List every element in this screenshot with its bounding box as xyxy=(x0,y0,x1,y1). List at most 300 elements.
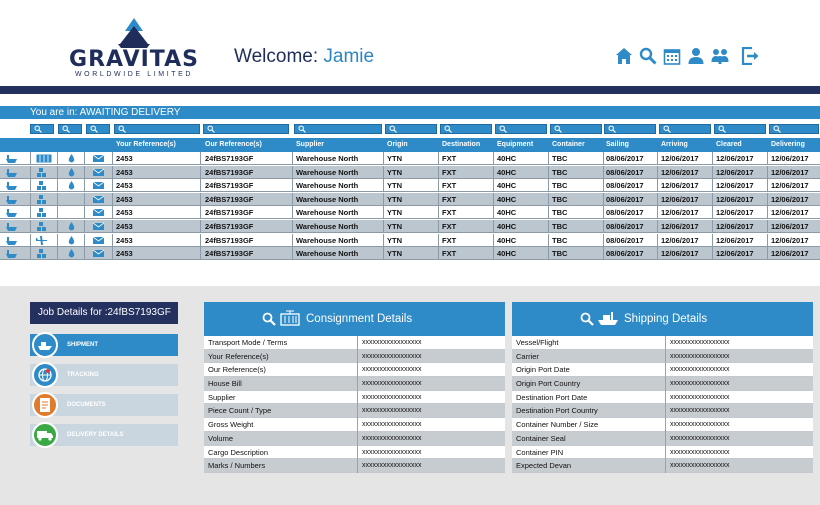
cell-divider xyxy=(357,350,358,364)
cell-equipment: 40HC xyxy=(497,167,517,177)
cell-your-reference: 2453 xyxy=(116,194,133,204)
cell-divider xyxy=(657,193,658,206)
cell-divider xyxy=(383,234,384,247)
detail-label: House Bill xyxy=(208,379,242,389)
detail-value: xxxxxxxxxxxxxxxxx xyxy=(670,366,730,374)
cell-sailing-date: 08/06/2017 xyxy=(606,181,644,191)
filter-input[interactable] xyxy=(659,124,711,134)
cell-divider xyxy=(57,166,58,179)
search-icon xyxy=(118,125,126,133)
cell-your-reference: 2453 xyxy=(116,154,133,163)
detail-value: xxxxxxxxxxxxxxxxx xyxy=(362,462,422,470)
consignment-panel xyxy=(204,302,505,473)
job-menu-shipment[interactable] xyxy=(30,334,178,356)
column-header-destination[interactable]: Destination xyxy=(442,141,481,148)
cell-divider xyxy=(112,193,113,206)
cell-divider xyxy=(603,166,604,179)
cell-equipment: 40HC xyxy=(497,194,517,204)
cell-divider xyxy=(357,432,358,446)
calendar-icon[interactable] xyxy=(662,46,681,65)
cell-divider xyxy=(712,247,713,260)
cell-divider xyxy=(84,193,85,206)
cell-divider xyxy=(84,166,85,179)
detail-value: xxxxxxxxxxxxxxxxx xyxy=(362,339,422,346)
detail-label: Gross Weight xyxy=(208,420,254,430)
cell-divider xyxy=(200,152,201,165)
cell-divider xyxy=(548,179,549,192)
cell-destination: FXT xyxy=(442,194,457,204)
cell-divider xyxy=(603,206,604,219)
cell-divider xyxy=(657,247,658,260)
cell-supplier: Warehouse North xyxy=(296,222,359,231)
cell-divider xyxy=(665,391,666,405)
job-menu-delivery-details[interactable] xyxy=(30,424,178,446)
cell-destination: FXT xyxy=(442,154,457,163)
cell-container: TBC xyxy=(552,249,568,259)
cell-divider xyxy=(665,336,666,350)
cell-divider xyxy=(657,220,658,233)
cell-divider xyxy=(493,193,494,206)
detail-value: xxxxxxxxxxxxxxxxx xyxy=(362,393,422,401)
user-name: Jamie xyxy=(323,46,375,67)
cell-divider xyxy=(665,459,666,473)
column-header-arriving-date[interactable]: Arriving xyxy=(661,141,688,148)
cell-destination: FXT xyxy=(442,222,457,231)
cell-equipment: 40HC xyxy=(497,235,517,245)
cell-divider xyxy=(292,193,293,206)
filter-input[interactable] xyxy=(604,124,656,134)
cell-cleared-date: 12/06/2017 xyxy=(716,222,754,231)
detail-label: Your Reference(s) xyxy=(208,351,269,361)
cell-your-reference: 2453 xyxy=(116,208,133,218)
cell-our-reference: 24fBS7193GF xyxy=(205,167,254,177)
cell-our-reference: 24fBS7193GF xyxy=(205,222,254,231)
cell-divider xyxy=(30,220,31,233)
cell-supplier: Warehouse North xyxy=(296,194,359,204)
cell-divider xyxy=(767,152,768,165)
cell-your-reference: 2453 xyxy=(116,235,133,245)
cell-divider xyxy=(57,152,58,165)
cell-divider xyxy=(200,220,201,233)
search-icon xyxy=(207,125,215,133)
table-row[interactable] xyxy=(0,206,820,219)
detail-label: Origin Port Country xyxy=(516,379,581,389)
detail-row xyxy=(512,446,813,460)
cell-divider xyxy=(30,166,31,179)
cell-divider xyxy=(665,432,666,446)
cell-divider xyxy=(712,152,713,165)
cell-container: TBC xyxy=(552,194,568,204)
filter-input[interactable] xyxy=(495,124,547,134)
cell-divider xyxy=(383,152,384,165)
cell-supplier: Warehouse North xyxy=(296,154,359,163)
cell-your-reference: 2453 xyxy=(116,222,133,231)
cell-divider xyxy=(548,152,549,165)
detail-row xyxy=(204,391,505,405)
cell-divider xyxy=(357,404,358,418)
logo-wordmark: GRAVITAS xyxy=(69,47,199,72)
search-icon xyxy=(34,125,42,133)
cell-divider xyxy=(357,391,358,405)
cell-origin: YTN xyxy=(387,154,402,163)
cell-arriving-date: 12/06/2017 xyxy=(661,154,699,163)
cell-origin: YTN xyxy=(387,194,402,204)
cell-arriving-date: 12/06/2017 xyxy=(661,208,699,218)
cell-divider xyxy=(292,247,293,260)
cell-divider xyxy=(438,247,439,260)
cell-cleared-date: 12/06/2017 xyxy=(716,208,754,218)
cell-divider xyxy=(438,220,439,233)
column-header-your-reference[interactable]: Your Reference(s) xyxy=(116,141,176,148)
cell-origin: YTN xyxy=(387,249,402,259)
detail-label: Expected Devan xyxy=(516,461,572,471)
consignment-rows xyxy=(204,336,505,473)
cell-divider xyxy=(493,166,494,179)
cell-origin: YTN xyxy=(387,235,402,245)
cell-supplier: Warehouse North xyxy=(296,167,359,177)
cell-supplier: Warehouse North xyxy=(296,181,359,191)
container-icon xyxy=(280,310,300,326)
search-icon xyxy=(298,125,306,133)
cell-divider xyxy=(383,247,384,260)
cell-divider xyxy=(657,179,658,192)
cell-divider xyxy=(112,220,113,233)
cell-divider xyxy=(200,247,201,260)
table-row[interactable] xyxy=(0,234,820,247)
detail-value: xxxxxxxxxxxxxxxxx xyxy=(670,380,730,388)
cell-divider xyxy=(665,446,666,460)
cell-divider xyxy=(292,206,293,219)
filter-input[interactable] xyxy=(385,124,437,134)
cell-divider xyxy=(603,179,604,192)
cell-your-reference: 2453 xyxy=(116,167,133,177)
cell-divider xyxy=(548,166,549,179)
ship-icon xyxy=(597,311,619,326)
filter-input[interactable] xyxy=(86,124,110,134)
cell-divider xyxy=(30,193,31,206)
cell-divider xyxy=(438,234,439,247)
cell-delivering-date: 12/06/2017 xyxy=(771,235,809,245)
cell-delivering-date: 12/06/2017 xyxy=(771,194,809,204)
cell-delivering-date: 12/06/2017 xyxy=(771,249,809,259)
cell-equipment: 40HC xyxy=(497,208,517,218)
globe-icon xyxy=(32,362,58,388)
cell-divider xyxy=(657,234,658,247)
detail-row xyxy=(512,336,813,350)
cell-sailing-date: 08/06/2017 xyxy=(606,194,644,204)
cell-divider xyxy=(30,234,31,247)
cell-divider xyxy=(112,166,113,179)
column-header-cleared-date[interactable]: Cleared xyxy=(716,141,742,148)
table-row[interactable] xyxy=(0,166,820,179)
cell-divider xyxy=(767,247,768,260)
detail-value: xxxxxxxxxxxxxxxxx xyxy=(362,352,422,360)
detail-value: xxxxxxxxxxxxxxxxx xyxy=(670,393,730,401)
column-header-delivering-date[interactable]: Delivering xyxy=(771,141,805,148)
cell-divider xyxy=(603,193,604,206)
detail-row xyxy=(512,418,813,432)
filter-input[interactable] xyxy=(769,124,819,134)
cell-sailing-date: 08/06/2017 xyxy=(606,249,644,259)
cell-divider xyxy=(112,152,113,165)
cell-your-reference: 2453 xyxy=(116,249,133,259)
welcome-label: Welcome: xyxy=(234,46,319,67)
job-menu-label: DELIVERY DETAILS xyxy=(67,432,124,438)
detail-label: Marks / Numbers xyxy=(208,461,266,471)
table-row[interactable] xyxy=(0,152,820,165)
column-header-supplier[interactable]: Supplier xyxy=(296,141,325,148)
detail-row xyxy=(512,391,813,405)
cell-divider xyxy=(712,220,713,233)
detail-row xyxy=(204,459,505,473)
ship-icon xyxy=(32,332,58,358)
cell-divider xyxy=(200,166,201,179)
column-header-sailing-date[interactable]: Sailing xyxy=(606,141,629,148)
cell-divider xyxy=(383,220,384,233)
detail-value: xxxxxxxxxxxxxxxxx xyxy=(670,434,730,442)
cell-divider xyxy=(493,247,494,260)
cell-divider xyxy=(200,206,201,219)
filter-input[interactable] xyxy=(294,124,382,134)
cell-arriving-date: 12/06/2017 xyxy=(661,194,699,204)
cell-origin: YTN xyxy=(387,208,402,218)
cell-divider xyxy=(383,179,384,192)
cell-divider xyxy=(84,206,85,219)
cell-container: TBC xyxy=(552,222,568,231)
search-icon xyxy=(554,125,562,133)
detail-value: xxxxxxxxxxxxxxxxx xyxy=(670,352,730,360)
detail-row xyxy=(512,432,813,446)
user-icon[interactable] xyxy=(686,46,705,65)
cell-divider xyxy=(84,220,85,233)
cell-divider xyxy=(30,179,31,192)
filter-input[interactable] xyxy=(58,124,82,134)
filter-input[interactable] xyxy=(440,124,492,134)
cell-divider xyxy=(767,234,768,247)
cell-divider xyxy=(438,179,439,192)
cell-divider xyxy=(112,234,113,247)
cell-divider xyxy=(493,234,494,247)
cell-divider xyxy=(383,166,384,179)
cell-divider xyxy=(292,152,293,165)
cell-divider xyxy=(603,234,604,247)
detail-row xyxy=(512,350,813,364)
cell-cleared-date: 12/06/2017 xyxy=(716,235,754,245)
cell-divider xyxy=(665,418,666,432)
shipping-header xyxy=(512,302,813,336)
cell-divider xyxy=(57,206,58,219)
table-row[interactable] xyxy=(0,179,820,192)
search-icon xyxy=(90,125,98,133)
cell-divider xyxy=(200,234,201,247)
detail-row xyxy=(512,459,813,473)
search-icon[interactable] xyxy=(638,46,657,65)
detail-value: xxxxxxxxxxxxxxxxx xyxy=(362,407,422,415)
cell-divider xyxy=(292,179,293,192)
search-icon xyxy=(773,125,781,133)
detail-row xyxy=(512,363,813,377)
consignment-title: Consignment Details xyxy=(306,313,413,325)
cell-delivering-date: 12/06/2017 xyxy=(771,181,809,191)
cell-divider xyxy=(57,179,58,192)
gravitas-logo[interactable] xyxy=(56,18,212,78)
cell-divider xyxy=(712,206,713,219)
cell-divider xyxy=(30,206,31,219)
cell-divider xyxy=(603,152,604,165)
cell-sailing-date: 08/06/2017 xyxy=(606,222,644,231)
cell-supplier: Warehouse North xyxy=(296,235,359,245)
cell-destination: FXT xyxy=(442,249,457,259)
detail-row xyxy=(204,404,505,418)
job-menu-label: TRACKING xyxy=(67,372,99,378)
cell-divider xyxy=(767,206,768,219)
home-icon[interactable] xyxy=(614,46,633,65)
column-header-container[interactable]: Container xyxy=(552,141,585,148)
detail-label: Container PIN xyxy=(516,447,564,457)
deliveries-grid xyxy=(0,94,820,270)
filter-input[interactable] xyxy=(114,124,200,134)
search-icon xyxy=(608,125,616,133)
cell-divider xyxy=(57,193,58,206)
detail-label: Destination Port Country xyxy=(516,406,598,416)
detail-value: xxxxxxxxxxxxxxxxx xyxy=(362,421,422,429)
job-menu-tracking[interactable] xyxy=(30,364,178,386)
cell-divider xyxy=(112,206,113,219)
cell-container: TBC xyxy=(552,181,568,191)
detail-value: xxxxxxxxxxxxxxxxx xyxy=(670,421,730,429)
cell-divider xyxy=(292,166,293,179)
cell-divider xyxy=(438,166,439,179)
job-menu-label: SHIPMENT xyxy=(67,342,99,348)
cell-cleared-date: 12/06/2017 xyxy=(716,194,754,204)
detail-label: Transport Mode / Terms xyxy=(208,338,288,347)
cell-divider xyxy=(767,166,768,179)
cell-equipment: 40HC xyxy=(497,181,517,191)
job-details-title: Job Details for :24fBS7193GF xyxy=(30,302,178,324)
filter-input[interactable] xyxy=(203,124,289,134)
cell-container: TBC xyxy=(552,208,568,218)
detail-row xyxy=(204,363,505,377)
search-icon xyxy=(444,125,452,133)
cell-divider xyxy=(548,234,549,247)
detail-value: xxxxxxxxxxxxxxxxx xyxy=(670,407,730,415)
shipping-title: Shipping Details xyxy=(624,313,708,325)
job-menu-label: DOCUMENTS xyxy=(67,402,106,408)
cell-divider xyxy=(603,220,604,233)
cell-divider xyxy=(665,377,666,391)
cell-divider xyxy=(767,220,768,233)
detail-row xyxy=(204,336,505,350)
cell-divider xyxy=(767,179,768,192)
cell-our-reference: 24fBS7193GF xyxy=(205,249,254,259)
filter-row xyxy=(0,122,820,136)
cell-divider xyxy=(493,220,494,233)
detail-value: xxxxxxxxxxxxxxxxx xyxy=(670,339,730,346)
cell-our-reference: 24fBS7193GF xyxy=(205,154,254,163)
breadcrumb: You are in: AWAITING DELIVERY xyxy=(0,106,820,119)
cell-sailing-date: 08/06/2017 xyxy=(606,167,644,177)
detail-label: Origin Port Date xyxy=(516,365,570,375)
logout-icon[interactable] xyxy=(740,46,759,65)
cell-divider xyxy=(357,363,358,377)
shipping-rows xyxy=(512,336,813,473)
cell-delivering-date: 12/06/2017 xyxy=(771,208,809,218)
cell-equipment: 40HC xyxy=(497,222,517,231)
cell-our-reference: 24fBS7193GF xyxy=(205,208,254,218)
cell-container: TBC xyxy=(552,154,568,163)
logo-tagline: WORLDWIDE LIMITED xyxy=(74,71,194,78)
cell-divider xyxy=(84,247,85,260)
cell-delivering-date: 12/06/2017 xyxy=(771,154,809,163)
group-icon[interactable] xyxy=(710,46,729,65)
cell-divider xyxy=(712,179,713,192)
detail-value: xxxxxxxxxxxxxxxxx xyxy=(362,380,422,388)
column-header-our-reference[interactable]: Our Reference(s) xyxy=(205,141,262,148)
detail-label: Volume xyxy=(208,433,234,443)
column-header-origin[interactable]: Origin xyxy=(387,141,408,148)
cell-divider xyxy=(30,152,31,165)
job-menu-documents[interactable] xyxy=(30,394,178,416)
search-icon[interactable] xyxy=(580,312,594,326)
cell-our-reference: 24fBS7193GF xyxy=(205,194,254,204)
cell-divider xyxy=(665,350,666,364)
cell-divider xyxy=(657,166,658,179)
cell-divider xyxy=(657,206,658,219)
cell-arriving-date: 12/06/2017 xyxy=(661,235,699,245)
search-icon[interactable] xyxy=(262,312,276,326)
cell-equipment: 40HC xyxy=(497,154,517,163)
cell-divider xyxy=(57,234,58,247)
cell-destination: FXT xyxy=(442,181,457,191)
truck-icon xyxy=(32,422,58,448)
cell-origin: YTN xyxy=(387,222,402,231)
detail-value: xxxxxxxxxxxxxxxxx xyxy=(362,434,422,442)
search-icon xyxy=(718,125,726,133)
job-details-section xyxy=(0,286,820,505)
column-header-equipment[interactable]: Equipment xyxy=(497,141,534,148)
cell-container: TBC xyxy=(552,167,568,177)
filter-input[interactable] xyxy=(30,124,54,134)
detail-row xyxy=(512,404,813,418)
detail-value: xxxxxxxxxxxxxxxxx xyxy=(362,366,422,374)
header-divider xyxy=(0,86,820,94)
table-row[interactable] xyxy=(0,193,820,206)
detail-label: Cargo Description xyxy=(208,447,269,457)
cell-divider xyxy=(84,234,85,247)
filter-input[interactable] xyxy=(550,124,602,134)
cell-your-reference: 2453 xyxy=(116,181,133,191)
detail-label: Piece Count / Type xyxy=(208,406,272,416)
table-row[interactable] xyxy=(0,247,820,260)
welcome-message xyxy=(234,46,374,68)
cell-divider xyxy=(767,193,768,206)
table-row[interactable] xyxy=(0,220,820,233)
cell-cleared-date: 12/06/2017 xyxy=(716,154,754,163)
cell-divider xyxy=(548,247,549,260)
cell-divider xyxy=(84,152,85,165)
cell-destination: FXT xyxy=(442,235,457,245)
cell-arriving-date: 12/06/2017 xyxy=(661,181,699,191)
column-headers xyxy=(0,138,820,152)
cell-divider xyxy=(657,152,658,165)
cell-sailing-date: 08/06/2017 xyxy=(606,208,644,218)
cell-sailing-date: 08/06/2017 xyxy=(606,235,644,245)
filter-input[interactable] xyxy=(714,124,766,134)
cell-divider xyxy=(438,193,439,206)
search-icon xyxy=(389,125,397,133)
cell-divider xyxy=(712,234,713,247)
cell-divider xyxy=(57,220,58,233)
